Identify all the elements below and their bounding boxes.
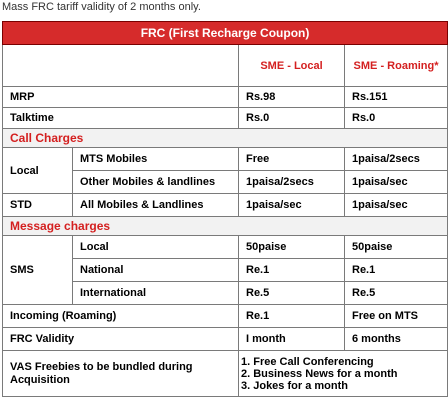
table-row — [3, 194, 448, 217]
table-row — [3, 328, 448, 351]
header-sme-roaming: SME - Roaming* — [345, 45, 448, 87]
row-label: FRC Validity — [3, 328, 239, 351]
row-label: MTS Mobiles — [73, 148, 239, 171]
column-header-row — [3, 45, 448, 87]
list-item: 1. Free Call Conferencing — [241, 355, 374, 368]
group-label-local: Local — [3, 148, 73, 194]
tariff-note: Mass FRC tariff validity of 2 months only. — [2, 1, 201, 13]
sme-local-value: 50paise — [239, 236, 345, 259]
row-label: Talktime — [3, 108, 239, 129]
sme-roaming-value: Re.1 — [345, 259, 448, 282]
table-row — [3, 305, 448, 328]
table-row — [3, 148, 448, 171]
sme-roaming-value: Re.5 — [345, 282, 448, 305]
section-row — [3, 217, 448, 236]
header-sme-local: SME - Local — [239, 45, 345, 87]
row-label: National — [73, 259, 239, 282]
sme-local-value: I month — [239, 328, 345, 351]
list-item: 2. Business News for a month — [241, 367, 398, 380]
table-row — [3, 351, 448, 397]
frc-tariff-table — [2, 21, 448, 397]
sme-roaming-value: 50paise — [345, 236, 448, 259]
section-call-charges: Call Charges — [3, 129, 448, 148]
table-row — [3, 108, 448, 129]
sme-local-value: Rs.98 — [239, 87, 345, 108]
sme-roaming-value: 1paisa/2secs — [345, 148, 448, 171]
row-label: All Mobiles & Landlines — [73, 194, 239, 217]
row-label: International — [73, 282, 239, 305]
row-label: VAS Freebies to be bundled during Acquisition — [3, 351, 239, 397]
sme-local-value: 1paisa/sec — [239, 194, 345, 217]
section-row — [3, 129, 448, 148]
row-label: Other Mobiles & landlines — [73, 171, 239, 194]
sme-local-value: Re.1 — [239, 259, 345, 282]
sme-roaming-value: Free on MTS — [345, 305, 448, 328]
section-message-charges: Message charges — [3, 217, 448, 236]
sme-local-value: Free — [239, 148, 345, 171]
sme-roaming-value: 1paisa/sec — [345, 194, 448, 217]
list-item: 3. Jokes for a month — [241, 379, 348, 392]
sme-roaming-value: Rs.151 — [345, 87, 448, 108]
sme-local-value: Re.5 — [239, 282, 345, 305]
row-label: Local — [73, 236, 239, 259]
table-row — [3, 87, 448, 108]
header-blank-cell — [3, 45, 239, 87]
sme-roaming-value: 1paisa/sec — [345, 171, 448, 194]
table-title: FRC (First Recharge Coupon) — [3, 22, 448, 45]
row-label: Incoming (Roaming) — [3, 305, 239, 328]
sme-roaming-value: Rs.0 — [345, 108, 448, 129]
sme-local-value: Re.1 — [239, 305, 345, 328]
sme-local-value: Rs.0 — [239, 108, 345, 129]
table-row — [3, 236, 448, 259]
group-label-std: STD — [3, 194, 73, 217]
sme-roaming-value: 6 months — [345, 328, 448, 351]
group-label-sms: SMS — [3, 236, 73, 305]
title-row — [3, 22, 448, 45]
sme-local-value: 1paisa/2secs — [239, 171, 345, 194]
vas-freebies-list — [239, 351, 448, 397]
row-label: MRP — [3, 87, 239, 108]
